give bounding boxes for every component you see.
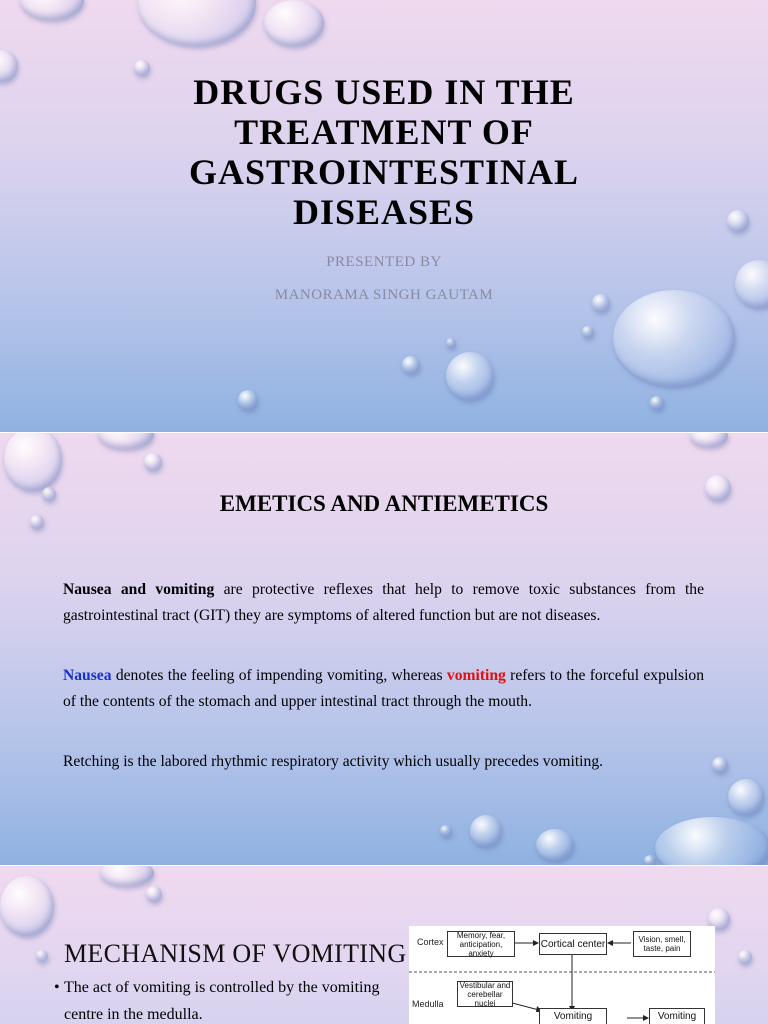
water-drop-decoration bbox=[655, 817, 768, 865]
presentation-title bbox=[84, 72, 684, 232]
water-drop-decoration bbox=[470, 815, 502, 847]
vomiting-center-box: Vomiting bbox=[539, 1008, 607, 1024]
arrowhead bbox=[607, 940, 613, 946]
nausea-term: Nausea bbox=[63, 667, 112, 684]
memory-box: Memory, fear, anticipation, anxiety bbox=[447, 931, 515, 957]
title-line: DRUGS USED IN THE bbox=[193, 72, 575, 112]
bold-term: Nausea and vomiting bbox=[63, 581, 215, 598]
water-drop-decoration bbox=[20, 0, 84, 20]
water-drop-decoration bbox=[144, 453, 162, 471]
paragraph-text: denotes the feeling of impending vomiting, whereas bbox=[111, 667, 447, 684]
paragraph-nausea-vomiting bbox=[63, 663, 704, 715]
water-drop-decoration bbox=[4, 433, 62, 491]
paragraph-text: refers to the forceful expulsion of the contents of the stomach and upper intestinal tract through the mouth. bbox=[63, 667, 704, 710]
water-drop-decoration bbox=[613, 290, 735, 386]
bullet-item bbox=[54, 974, 404, 1024]
paragraph-definition bbox=[63, 577, 704, 629]
water-drop-decoration bbox=[0, 50, 18, 82]
water-drop-decoration bbox=[402, 356, 420, 374]
water-drop-decoration bbox=[146, 886, 162, 902]
water-drop-decoration bbox=[738, 950, 752, 964]
slide-title: EMETICS AND ANTIEMETICS bbox=[219, 491, 549, 516]
water-drop-decoration bbox=[728, 779, 764, 815]
water-drop-decoration bbox=[138, 0, 256, 46]
paragraph-text: are protective reflexes that help to remove toxic substances from the gastrointestinal tract (GIT) they are symptoms of altered function but are not diseases. bbox=[63, 581, 704, 624]
water-drop-decoration bbox=[440, 825, 452, 837]
vestibular-box: Vestibular and cerebellar nuclei bbox=[457, 981, 513, 1007]
water-drop-decoration bbox=[735, 260, 768, 308]
water-drop-decoration bbox=[446, 352, 494, 400]
title-line: TREATMENT OF bbox=[234, 112, 534, 152]
medulla-label: Medulla bbox=[412, 999, 444, 1009]
mechanism-slide bbox=[0, 866, 768, 1024]
water-drop-decoration bbox=[100, 866, 154, 886]
slide-title: MECHANISM OF VOMITING bbox=[64, 939, 407, 968]
title-line: GASTROINTESTINAL bbox=[188, 152, 580, 192]
presenter-name: MANORAMA SINGH GAUTAM bbox=[274, 287, 494, 303]
presented-by-label: PRESENTED BY bbox=[326, 254, 442, 270]
water-drop-decoration bbox=[727, 210, 749, 232]
bullet-dot-icon: • bbox=[54, 979, 60, 996]
water-drop-decoration bbox=[690, 433, 728, 447]
vomiting-output-box: Vomiting bbox=[649, 1008, 705, 1024]
cortex-label: Cortex bbox=[417, 937, 444, 947]
water-drop-decoration bbox=[650, 396, 664, 410]
water-drop-decoration bbox=[30, 515, 44, 529]
water-drop-decoration bbox=[446, 338, 456, 348]
water-drop-decoration bbox=[582, 326, 594, 338]
water-drop-decoration bbox=[98, 433, 154, 449]
emetics-slide bbox=[0, 433, 768, 865]
water-drop-decoration bbox=[238, 390, 258, 410]
water-drop-decoration bbox=[712, 757, 728, 773]
paragraph-retching: Retching is the labored rhythmic respiratory activity which usually precedes vomiting. bbox=[63, 753, 604, 770]
vomiting-pathway-diagram bbox=[409, 926, 715, 1024]
water-drop-decoration bbox=[644, 855, 656, 865]
cortical-center-box: Cortical center bbox=[539, 933, 607, 955]
vomiting-term: vomiting bbox=[446, 667, 506, 684]
water-drop-decoration bbox=[36, 950, 48, 962]
bullet-text: The act of vomiting is controlled by the vomiting centre in the medulla. bbox=[64, 979, 380, 1023]
title-slide bbox=[0, 0, 768, 432]
title-line: DISEASES bbox=[292, 192, 476, 232]
water-drop-decoration bbox=[536, 829, 574, 861]
water-drop-decoration bbox=[0, 876, 54, 936]
senses-box: Vision, smell, taste, pain bbox=[633, 931, 691, 957]
water-drop-decoration bbox=[264, 0, 324, 46]
